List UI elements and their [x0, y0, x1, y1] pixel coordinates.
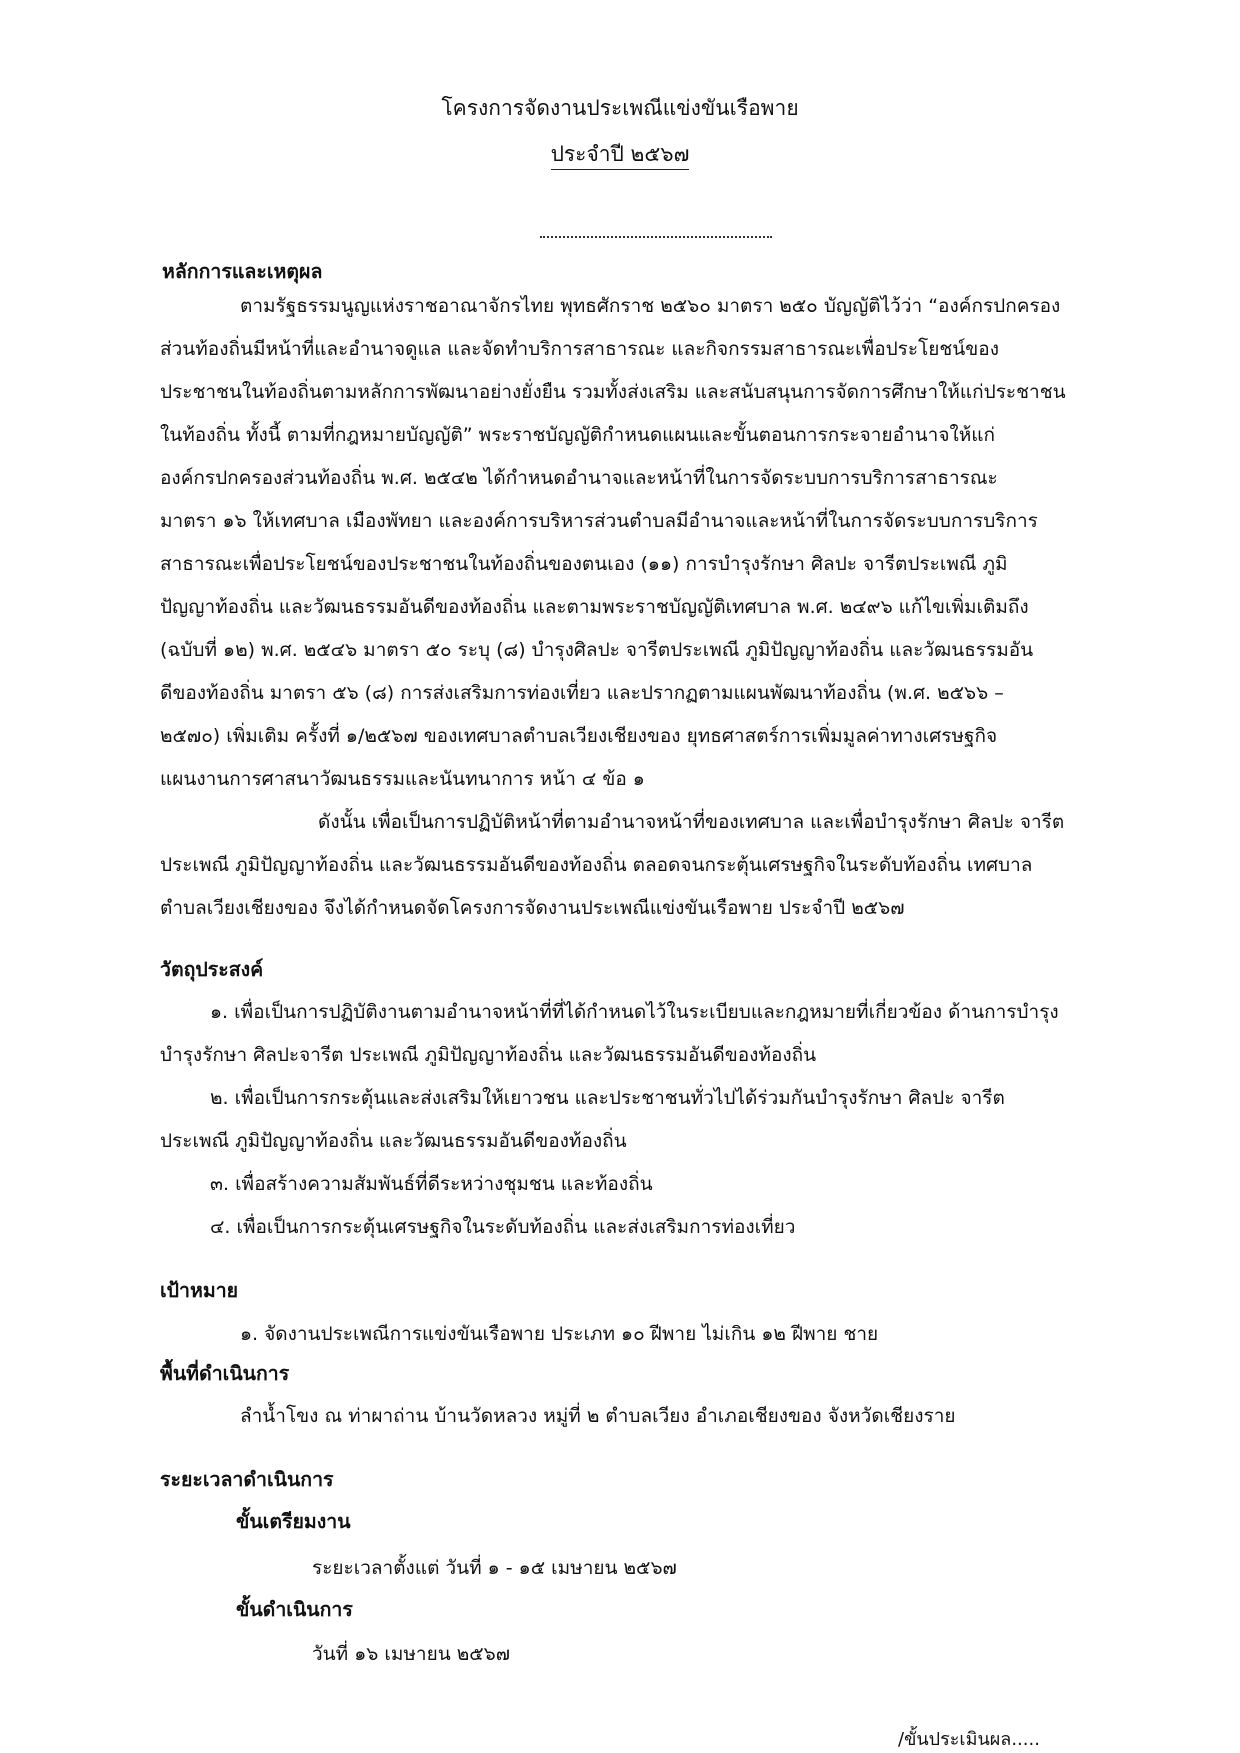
principle-line: ประชาชนในท้องถิ่นตามหลักการพัฒนาอย่างยั่งยืน รวมทั้งส่งเสริม และสนับสนุนการจัดการศึกษาให้แก่ประชาชน — [160, 381, 1066, 403]
objective-item: ๔. เพื่อเป็นการกระตุ้นเศรษฐกิจในระดับท้องถิ่น และส่งเสริมการท่องเที่ยว — [210, 1216, 796, 1238]
principle-para2-line: ดังนั้น เพื่อเป็นการปฏิบัติหน้าที่ตามอำนาจหน้าที่ของเทศบาล และเพื่อบำรุงรักษา ศิลปะ จารีต — [318, 811, 1065, 833]
principle-line: แผนงานการศาสนาวัฒนธรรมและนันทนาการ หน้า ๔ ข้อ ๑ — [160, 768, 645, 790]
document-year-text: ประจำปี ๒๕๖๗ — [551, 140, 690, 170]
principle-para2-line: ตำบลเวียงเชียงของ จึงได้กำหนดจัดโครงการจัดงานประเพณีแข่งขันเรือพาย ประจำปี ๒๕๖๗ — [160, 897, 905, 919]
target-item: ๑. จัดงานประเพณีการแข่งขันเรือพาย ประเภท ๑๐ ฝีพาย ไม่เกิน ๑๒ ฝีพาย ชาย — [240, 1323, 879, 1345]
principle-line: มาตรา ๑๖ ให้เทศบาล เมืองพัทยา และองค์การบริหารส่วนตำบลมีอำนาจและหน้าที่ในการจัดระบบการบริการ — [160, 510, 1038, 532]
exec-stage-heading: ขั้นดำเนินการ — [236, 1598, 353, 1621]
principle-line: ในท้องถิ่น ทั้งนี้ ตามที่กฎหมายบัญญัติ” พระราชบัญญัติกำหนดแผนและขั้นตอนการกระจายอำนาจให้แก่ — [160, 424, 995, 446]
objective-item-cont: ประเพณี ภูมิปัญญาท้องถิ่น และวัฒนธรรมอันดีของท้องถิ่น — [160, 1130, 627, 1152]
document-title: โครงการจัดงานประเพณีแข่งขันเรือพาย — [441, 96, 799, 120]
principle-line: ๒๕๗๐) เพิ่มเติม ครั้งที่ ๑/๒๕๖๗ ของเทศบาลตำบลเวียงเชียงของ ยุทธศาสตร์การเพิ่มมูลค่าทางเศรษฐกิจ — [160, 725, 998, 747]
principle-line: ตามรัฐธรรมนูญแห่งราชอาณาจักรไทย พุทธศักราช ๒๕๖๐ มาตรา ๒๕๐ บัญญัติไว้ว่า “องค์กรปกครอง — [240, 295, 1061, 317]
principle-line: องค์กรปกครองส่วนท้องถิ่น พ.ศ. ๒๕๔๒ ได้กำหนดอำนาจและหน้าที่ในการจัดระบบการบริการสาธารณะ — [160, 467, 998, 489]
principle-line: ปัญญาท้องถิ่น และวัฒนธรรมอันดีของท้องถิ่น และตามพระราชบัญญัติเทศบาล พ.ศ. ๒๔๙๖ แก้ไขเพิ่มเติมถึง — [160, 596, 1029, 618]
area-heading: พื้นที่ดำเนินการ — [160, 1362, 290, 1385]
principle-para2-line: ประเพณี ภูมิปัญญาท้องถิ่น และวัฒนธรรมอันดีของท้องถิ่น ตลอดจนกระตุ้นเศรษฐกิจในระดับท้องถิ่น เทศบาล — [160, 854, 1033, 876]
principle-heading: หลักการและเหตุผล — [162, 260, 323, 283]
prep-stage-heading: ขั้นเตรียมงาน — [236, 1510, 351, 1533]
principle-line: ดีของท้องถิ่น มาตรา ๕๖ (๘) การส่งเสริมการท่องเที่ยว และปรากฏตามแผนพัฒนาท้องถิ่น (พ.ศ. ๒๕๖๖ – — [160, 682, 1004, 704]
continued-note: /ขั้นประเมินผล..... — [898, 1729, 1040, 1750]
principle-line: ส่วนท้องถิ่นมีหน้าที่และอำนาจดูแล และจัดทำบริการสาธารณะ และกิจกรรมสาธารณะเพื่อประโยชน์ของ — [160, 338, 999, 360]
target-heading: เป้าหมาย — [160, 1279, 239, 1302]
title-dotted-rule — [540, 236, 772, 238]
principle-line: (ฉบับที่ ๑๒) พ.ศ. ๒๕๔๖ มาตรา ๕๐ ระบุ (๘) บำรุงศิลปะ จารีตประเพณี ภูมิปัญญาท้องถิ่น และวัฒนธรรมอัน — [160, 639, 1034, 661]
schedule-heading: ระยะเวลาดำเนินการ — [160, 1468, 334, 1491]
document-year — [0, 140, 1240, 170]
objective-item: ๒. เพื่อเป็นการกระตุ้นและส่งเสริมให้เยาวชน และประชาชนทั่วไปได้ร่วมกันบำรุงรักษา ศิลปะ จารีต — [210, 1087, 1005, 1109]
area-text: ลำน้ำโขง ณ ท่าผาถ่าน บ้านวัดหลวง หมู่ที่ ๒ ตำบลเวียง อำเภอเชียงของ จังหวัดเชียงราย — [240, 1405, 956, 1427]
principle-line: สาธารณะเพื่อประโยชน์ของประชาชนในท้องถิ่นของตนเอง (๑๑) การบำรุงรักษา ศิลปะ จารีตประเพณี ภูมิ — [160, 553, 1008, 575]
objective-item: ๑. เพื่อเป็นการปฏิบัติงานตามอำนาจหน้าที่ที่ได้กำหนดไว้ในระเบียบและกฎหมายที่เกี่ยวข้อง ด้านการบำรุง — [210, 1001, 1059, 1023]
prep-stage-period: ระยะเวลาตั้งแต่ วันที่ ๑ - ๑๕ เมษายน ๒๕๖๗ — [312, 1557, 677, 1579]
exec-stage-date: วันที่ ๑๖ เมษายน ๒๕๖๗ — [312, 1643, 511, 1665]
objective-item-cont: บำรุงรักษา ศิลปะจารีต ประเพณี ภูมิปัญญาท้องถิ่น และวัฒนธรรมอันดีของท้องถิ่น — [160, 1044, 817, 1066]
objectives-heading: วัตถุประสงค์ — [160, 958, 264, 981]
objective-item: ๓. เพื่อสร้างความสัมพันธ์ที่ดีระหว่างชุมชน และท้องถิ่น — [210, 1173, 653, 1195]
